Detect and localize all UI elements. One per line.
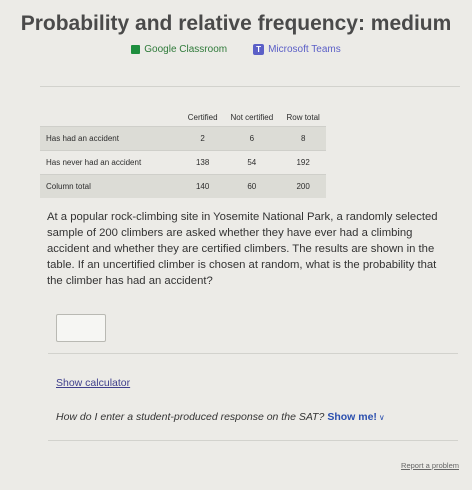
table-cell: 192 [280, 151, 326, 175]
table-cell: Column total [40, 175, 182, 199]
table-row [40, 151, 326, 175]
table-header [40, 108, 182, 127]
show-calculator-link[interactable]: Show calculator [56, 377, 131, 389]
answer-divider [48, 353, 458, 354]
help-question: How do I enter a student-produced response on the SAT? [56, 411, 325, 423]
table-cell: 60 [223, 175, 280, 199]
table-cell: Has had an accident [40, 127, 182, 151]
frequency-table [40, 108, 326, 198]
microsoft-teams-icon: T [253, 44, 264, 55]
help-row [56, 411, 385, 423]
table-row [40, 175, 326, 199]
page-title: Probability and relative frequency: medium [20, 12, 452, 35]
table-header: Certified [187, 112, 218, 122]
question-text: At a popular rock-climbing site in Yosemite National Park, a randomly selected sample of 200 climbers are asked whether they have ever had a climbing accident and whether they are certified climbers. The results are shown in the table. If an uncertified climber is chosen at random, what is the probability that the climber has had an accident? [47, 211, 438, 287]
table-cell: 138 [182, 151, 223, 175]
table-cell: 200 [280, 175, 326, 199]
show-me-button[interactable]: Show me! [327, 411, 377, 423]
table-row [40, 127, 326, 151]
chevron-down-icon[interactable]: ∨ [378, 413, 385, 422]
google-classroom-link[interactable] [131, 44, 227, 55]
report-problem-link[interactable]: Report a problem [401, 461, 459, 470]
table-cell: 140 [182, 175, 223, 199]
table-cell: 2 [182, 127, 223, 151]
share-row [0, 44, 472, 55]
google-classroom-label: Google Classroom [144, 44, 228, 55]
google-classroom-icon [131, 45, 140, 54]
table-cell: 6 [223, 127, 280, 151]
table-header: Not certified [230, 112, 274, 122]
table-header: Row total [286, 112, 320, 122]
table-cell: 54 [223, 151, 280, 175]
table-cell: Has never had an accident [40, 151, 182, 175]
help-divider [48, 440, 458, 441]
table-cell: 8 [280, 127, 326, 151]
top-divider [40, 86, 460, 87]
microsoft-teams-label: Microsoft Teams [268, 44, 341, 55]
microsoft-teams-link[interactable] [253, 44, 341, 55]
table-header-row [40, 108, 326, 127]
answer-input[interactable] [56, 314, 106, 342]
